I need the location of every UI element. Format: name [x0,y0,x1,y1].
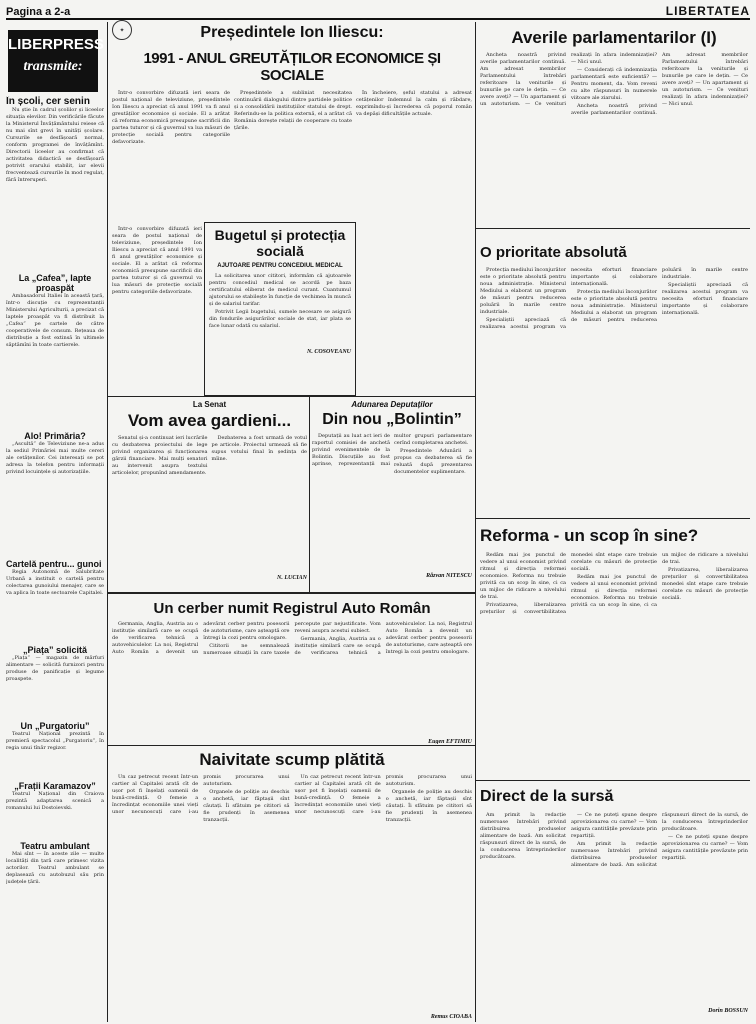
news-heading: Teatru ambulant [20,841,90,851]
direct-body: Am primit la redacție numeroase întrebări privind distribuirea produselor alimentare de bază. Am solicitat răspunsuri direct de la sursă, de la conducerea întreprinderilor producătoare. — Ce ne puteți spune despre aprovizionarea cu carne? — Vom asigura cantitățile prevăzute prin repartiții. Am primit la redacție numeroase întrebări privind distribuirea produselor alimentare de bază. Am solicitat răspunsuri direct de la sursă, de la conducerea întreprinderilor producătoare. — Ce ne puteți spune despre aprovizionarea cu carne? — Vom asigura cantitățile prevăzute prin repartiții. [480,812,748,868]
senate-kicker: La Senat [192,400,227,409]
reforma-story [480,524,748,778]
column-divider [309,397,310,593]
prioritate-headline: O prioritate absolută [480,244,627,261]
section-divider [108,745,475,746]
logo-subtext: transmite: [23,59,83,74]
news-heading: „Frații Karamazov” [14,781,96,791]
section-divider [108,396,475,397]
news-heading: La „Cafea”, lapte proaspăt [18,273,92,293]
senate-headline: Vom avea gardieni... [127,411,292,430]
main-headline: 1991 - ANUL GREUTĂȚILOR ECONOMICE ȘI SOCIALE [143,50,441,84]
budget-box [204,222,356,396]
direct-headline: Direct de la sursă [480,788,614,805]
senate-story [112,400,307,590]
direct-story [480,784,748,1020]
byline: Răzvan NITESCU [426,573,472,579]
left-column [6,96,104,1022]
byline: Remus CIOABA [430,1014,472,1020]
news-body: „Piața” — magazin de mărfuri alimentare — solicită furnizori pentru produse de panificație și legume proaspete. [6,655,104,682]
logo-text: LIBERPRESS [8,36,104,53]
byline: Eugen EFTIMIU [428,739,472,744]
news-body: Nu știe în cadrul școlilor și liceelor situația elevilor. Din verificările făcute la Ministerul Învățământului reiese că nu mai sînt grevi în unități școlare. Cursurile se desfășoară normal, conform programei de învățămînt. Directorii liceelor au confirmat că activitatea didactică se desfășoară potrivit orarului stabilit, iar elevii frecventează cursurile în mod regulat, fără întreruperi. [6,107,104,183]
deputies-headline: Din nou „Bolintin” [322,411,462,428]
byline: N. LUCIAN [276,575,307,581]
cerber-headline: Un cerber numit Registrul Auto Român [153,600,431,617]
prioritate-body: Protecția mediului înconjurător este o prioritate absolută pentru noua administrație. Ministerul Mediului a elaborat un program de măsuri pentru reducerea poluării în marile centre industriale. Specialiștii apreciază că realizarea acestui program va necesita eforturi financiare importante și colaborare internațională. Protecția mediului înconjurător este o prioritate absolută pentru noua administrație. Ministerul Mediului a elaborat un program de măsuri pentru reducerea poluării în marile centre industriale. Specialiștii apreciază că realizarea acestui program va necesita eforturi financiare importante și colaborare internațională. [480,267,748,330]
reforma-body: Redăm mai jos punctul de vedere al unui economist privind ritmul și direcția reformei economice. Reforma nu trebuie privită ca un scop în sine, ci ca un mijloc de ridicare a nivelului de trai. Privatizarea, liberalizarea prețurilor și convertibilitatea monedei sînt etape care trebuie corelate cu măsuri de protecție socială. Redăm mai jos punctul de vedere al unui economist privind ritmul și direcția reformei economice. Reforma nu trebuie privită ca un scop în sine, ci ca un mijloc de ridicare a nivelului de trai. Privatizarea, liberalizarea prețurilor și convertibilitatea monedei sînt etape care trebuie corelate cu măsuri de protecție socială. [480,552,748,615]
column-divider [107,22,108,1022]
prioritate-story [480,234,748,516]
news-body: Regia Autonomă de Salubritate Urbană a instituit o cartelă pentru colectarea gunoiului menajer, care se va aplica în toate sectoarele Capitalei. [6,569,104,596]
budget-subhead: AJUTOARE PENTRU CONCEDIUL MEDICAL [217,263,343,269]
budget-headline: Bugetul și protecția socială [214,227,346,259]
news-heading: Cartelă pentru... gunoi [6,559,102,569]
averile-body: Ancheta noastră privind averile parlamentarilor continuă. Am adresat membrilor Parlamentului întrebări referitoare la veniturile și bunurile pe care le dețin. — Ce avere aveți? — Un apartament și un autoturism. — Ce venituri realizați în afara indemnizației? — Nici unul. — Considerați că indemnizația parlamentară este suficientă? — Pentru moment, da. Vom reveni cu alte răspunsuri în numerele viitoare ale ziarului. Ancheta noastră privind averile parlamentarilor continuă. Am adresat membrilor Parlamentului întrebări referitoare la veniturile și bunurile pe care le dețin. — Ce avere aveți? — Un apartament și un autoturism. — Ce venituri realizați în afara indemnizației? — Nici unul. [480,52,748,116]
deputies-kicker: Adunarea Deputaților [351,400,433,409]
news-body: „Ascultă” de Televiziune ne-a adus la sediul Primăriei mai multe cereri ale cetățenilor. Cei interesați se pot adresa la telefon pentru informații privind locuințele și autorizațiile. [6,441,104,475]
page-header [6,2,750,20]
main-kicker: Președintele Ion Iliescu: [200,24,384,41]
main-story-col: Într-o convorbire difuzată ieri seara de postul național de televiziune, președintele Ion Iliescu a apreciat că anul 1991 va fi anul greutăților economice și sociale. El a arătat că reforma economică presupune sacrificii din partea tuturor și că guvernul va lua măsuri de protecție socială pentru categoriile defavorizate. [112,90,230,145]
averile-story [480,26,748,226]
news-body: Ambasadorul Italiei în această țară, într-o discuție cu reprezentanții Ministerului Agriculturii, a precizat că laptele proaspăt va fi distribuit la „Cafea” pe cartele de către cooperativele de consum. Rețeaua de distribuție a fost extinsă în ultimele săptămîni în toate cartierele. [6,293,104,348]
section-divider [108,592,475,594]
deputies-body: Deputații au luat act ieri de raportul comisiei de anchetă privind evenimentele de la Bolintin. Discuțiile au fost aprinse, reprezentanții mai multor grupuri parlamentare cerînd completarea anchetei. Președintele Adunării a propus ca dezbaterea să fie reluată după prezentarea documentelor suplimentare. [312,433,472,475]
news-heading: În școli, cer senin [6,96,90,107]
section-divider [475,780,750,781]
main-story-header [112,24,472,84]
section-divider [475,228,750,229]
cerber-story [112,598,472,744]
news-body: Mai sînt — în aceste zile — multe localități din țară care primesc vizita actorilor. Teatrul ambulant se deplasează cu autobuzul său prin județele țării. [6,851,104,885]
news-body: Teatrul Național prezintă în premieră spectacolul „Purgatoriu”, în regia unui tînăr regizor. [6,731,104,751]
naivitate-body: Un caz petrecut recent într-un cartier al Capitalei arată cît de ușor pot fi înșelați oamenii de bună-credință. O femeie a încredințat economiile unei vieți unor necunoscuți care i-au promis procurarea unui autoturism. Organele de poliție au deschis o anchetă, iar făptașii sînt căutați. Îi sfătuim pe cititori să fie prudenți în asemenea tranzacții. Un caz petrecut recent într-un cartier al Capitalei arată cît de ușor pot fi înșelați oamenii de bună-credință. O femeie a încredințat economiile unei vieți unor necunoscuți care i-au promis procurarea unui autoturism. Organele de poliție au deschis o anchetă, iar făptașii sînt căutați. Îi sfătuim pe cititori să fie prudenți în asemenea tranzacții. [112,774,472,823]
cerber-body: Germania, Anglia, Austria au o instituție similară care se ocupă de verificarea tehnică a autovehiculelor. La noi, Registrul Auto Român a devenit un adevărat cerber pentru posesorii de autoturisme, care așteaptă ore întregi la cozi pentru omologare. Cititorii ne semnalează numeroase situații în care taxele percepute par nejustificate. Vom reveni asupra acestui subiect. Germania, Anglia, Austria au o instituție similară care se ocupă de verificarea tehnică a autovehiculelor. La noi, Registrul Auto Român a devenit un adevărat cerber pentru posesorii de autoturisme, care așteaptă ore întregi la cozi pentru omologare. [112,621,472,656]
column-divider [475,22,476,1022]
budget-body: La solicitarea unor cititori, informăm că ajutoarele pentru concediul medical se acordă pe baza certificatului eliberat de medicul curant. Cuantumul ajutorului se stabilește în funcție de vechimea în muncă și de salariul tarifar. Potrivit Legii bugetului, sumele necesare se asigură din fondurile asigurărilor sociale de stat, iar plata se face lunar odată cu salariul. [209,273,351,329]
main-story-col: În încheiere, șeful statului a adresat cetățenilor îndemnul la calm și răbdare, exprimîndu-și încrederea că poporul român va depăși dificultățile actuale. [356,90,472,117]
news-heading: „Piața” solicită [22,645,88,655]
main-story-col: Într-o convorbire difuzată ieri seara de postul național de televiziune, președintele Ion Iliescu a apreciat că anul 1991 va fi anul greutăților economice și sociale. El a arătat că reforma economică presupune sacrificii din partea tuturor și că guvernul va lua măsuri de protecție socială pentru categoriile defavorizate. [112,226,202,295]
section-divider [475,518,750,519]
newspaper-title: LIBERTATEA [665,4,750,18]
averile-headline: Averile parlamentarilor (I) [511,28,717,47]
reforma-headline: Reforma - un scop în sine? [480,526,699,545]
main-story-col: Președintele a subliniat necesitatea continuării dialogului dintre partidele politice și a consolidării instituțiilor statului de drept. Referindu-se la politica externă, el a arătat că România dorește relații de cooperare cu toate țările. [234,90,352,131]
naivitate-headline: Naivitate scump plătită [199,750,385,769]
byline: Dorin BOSSUN [708,1008,748,1014]
deputies-story [312,400,472,590]
byline: N. COSOVEANU [306,349,351,355]
archive-stamp: ✦ [112,20,132,40]
news-heading: Un „Purgatoriu” [20,721,90,731]
senate-body: Senatul și-a continuat ieri lucrările cu dezbaterea proiectului de lege privind organizarea și funcționarea gărzii financiare. Mai mulți senatori au intervenit asupra textului articolelor, propunînd amendamente. Dezbaterea a fost urmată de votul pe articole. Proiectul urmează să fie supus votului final în ședința de mîine. [112,435,307,476]
page-number: Pagina a 2-a [6,6,71,18]
naivitate-story [112,748,472,1020]
news-body: Teatrul Național din Craiova prezintă adaptarea scenică a romanului lui Dostoievski. [6,791,104,811]
news-heading: Alo! Primăria? [24,431,86,441]
liberpress-logo [8,30,104,92]
